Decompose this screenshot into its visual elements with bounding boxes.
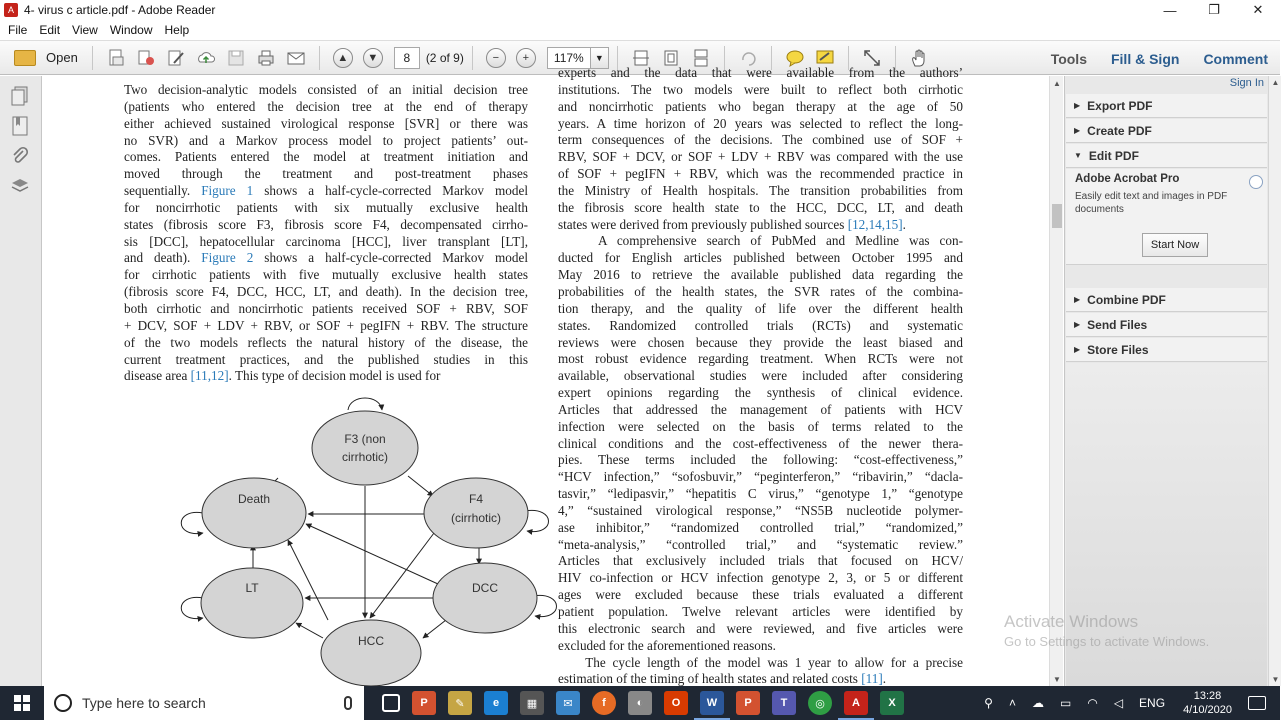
clock[interactable] <box>1183 689 1232 717</box>
text-line <box>558 402 963 419</box>
text-line <box>558 301 963 318</box>
next-page-icon[interactable]: ▼ <box>363 48 383 68</box>
text-segment: . This type of decision model is used for <box>228 368 441 384</box>
text-line <box>558 570 963 587</box>
text-segment: + DCV, SOF + LDV + RBV, or SOF + pegIFN + RBV. The structure <box>124 317 528 333</box>
people-icon[interactable]: ⚲ <box>984 696 993 710</box>
clock-date: 4/10/2020 <box>1183 704 1232 716</box>
text-segment: this electronic search and were reviewed, and five articles were <box>558 620 963 636</box>
text-line <box>124 183 528 200</box>
office-icon[interactable]: O <box>664 691 688 715</box>
export-pdf-section[interactable] <box>1066 94 1267 118</box>
text-segment: excluded for the aforementioned reasons. <box>558 637 776 653</box>
create-pdf-label: Create PDF <box>1087 123 1152 138</box>
text-line <box>558 267 963 284</box>
notifications-icon[interactable] <box>1248 696 1266 710</box>
text-segment: and noncirrhotic patients who began therapy at the age of 50 <box>558 98 963 114</box>
taskbar-search-box[interactable] <box>44 686 364 720</box>
text-line <box>558 368 963 385</box>
fill-sign-pane-button[interactable]: Fill & Sign <box>1110 50 1180 67</box>
menu-file[interactable]: File <box>8 23 28 37</box>
reference-link[interactable]: Figure 1 <box>201 183 254 199</box>
text-line <box>558 99 963 116</box>
document-scrollbar[interactable] <box>1049 76 1063 686</box>
acrobat-pro-icon <box>1249 175 1263 189</box>
pen-tool-icon[interactable]: ✎ <box>448 691 472 715</box>
text-segment: patient population. Twelve relevant articles were identified by <box>558 604 963 619</box>
text-line <box>558 638 963 655</box>
mail-icon[interactable]: ✉ <box>556 691 580 715</box>
text-line <box>558 587 963 604</box>
menu-help[interactable]: Help <box>164 23 190 37</box>
store-files-section[interactable] <box>1066 338 1267 362</box>
microphone-icon[interactable] <box>344 696 352 710</box>
text-segment: clinical conditions and the cost-effectiveness of the newer thera- <box>558 435 963 451</box>
node-dcc-label: DCC <box>472 581 498 595</box>
product-description: Easily edit text and images in PDF documents <box>1075 191 1228 215</box>
text-line <box>124 301 528 318</box>
text-segment: years. A time horizon of 20 years was selected to reflect the long- <box>558 115 963 131</box>
text-line <box>124 284 528 301</box>
zoom-out-icon[interactable]: − <box>486 48 506 68</box>
text-segment: states. Randomized controlled trials (RCTs) and systematic <box>558 317 963 333</box>
text-segment: A comprehensive search of PubMed and Medline was con- <box>558 233 963 249</box>
text-segment: and death). <box>124 250 202 266</box>
text-line <box>558 166 963 183</box>
text-segment: ages were excluded because these trials evaluated a different <box>558 587 963 603</box>
text-line <box>558 503 963 520</box>
reference-link[interactable]: [11] <box>861 671 883 687</box>
text-line <box>558 537 963 554</box>
text-line <box>558 553 963 570</box>
text-segment: disease area <box>124 368 191 384</box>
text-segment: expert opinions regarding the synthesis of clinical evidence. <box>558 385 963 401</box>
text-segment: sis [DCC], hepatocellular carcinoma [HCC], liver transplant [LT], <box>124 233 528 249</box>
text-segment: reviews were chosen because they provide the least biased and <box>558 334 963 350</box>
text-segment: sequentially. <box>124 183 202 199</box>
text-segment: RBV, SOF + DCV, or SOF + LDV + RBV was compared with the use <box>558 149 963 165</box>
node-hcc <box>321 620 421 686</box>
text-segment: Two decision-analytic models consisted of an initial decision tree <box>124 82 528 97</box>
combine-pdf-section[interactable] <box>1066 288 1267 312</box>
volume-icon[interactable]: ◁ <box>1113 696 1124 710</box>
reference-link[interactable]: [12,14,15] <box>847 216 903 232</box>
text-segment: shows a half-cycle-corrected Markov model <box>253 183 528 199</box>
text-segment: (fibrosis score F4, DCC, HCC, LT, and death). In the decision tree, <box>124 284 528 300</box>
toolbar-divider <box>92 46 93 70</box>
save-icon[interactable] <box>226 48 246 68</box>
text-line <box>558 149 963 166</box>
watermark-line-1: Activate Windows <box>1004 612 1139 631</box>
text-line <box>558 116 963 133</box>
text-segment: pies. These terms included the following: “cost-effectiveness,” <box>558 452 963 468</box>
combine-files-icon[interactable] <box>136 48 156 68</box>
text-segment: The cycle length of the model was 1 year to allow for a precise <box>558 654 963 670</box>
text-line <box>124 352 528 369</box>
node-f3-label: F3 (non <box>344 432 386 446</box>
text-line <box>124 133 528 150</box>
search-icon <box>54 694 72 712</box>
text-segment: comes. Patients entered the model at treatment initiation and <box>124 149 528 165</box>
node-death <box>202 478 306 548</box>
text-line <box>124 116 528 133</box>
menu-window[interactable]: Window <box>109 23 153 37</box>
text-segment: infection were selected on the basis of terms related to the <box>558 418 963 434</box>
title-bar <box>0 0 1280 20</box>
text-segment: May 2016 to retrieve the available published data regarding the <box>558 267 963 283</box>
text-segment: for noncirrhotic patients with six mutually exclusive health <box>124 199 528 215</box>
text-segment: Articles that exclusively included trials that focused on HCV/ <box>558 553 963 569</box>
text-line <box>124 267 528 284</box>
expand-triangle-icon: ▶ <box>1074 345 1081 354</box>
node-f4-label: (cirrhotic) <box>451 511 501 525</box>
text-line <box>558 233 963 250</box>
text-segment: tasvir,” “ledipasvir,” “hepatitis C virus,” “genotype 1,” “genotype <box>558 486 963 502</box>
text-segment: probabilities of the health states, the SVR rates of the combina- <box>558 283 963 299</box>
teams-icon[interactable]: T <box>772 691 796 715</box>
text-line <box>558 385 963 402</box>
menu-bar <box>0 20 1280 40</box>
text-line <box>558 335 963 352</box>
store-files-label: Store Files <box>1087 342 1149 357</box>
text-segment: . <box>882 671 887 687</box>
text-segment: ducted for English articles published between October 1995 and <box>558 250 963 266</box>
scrollbar-thumb[interactable] <box>1052 204 1062 228</box>
text-segment: both cirrhotic and noncirrhotic patients received SOF + RBV, SOF <box>124 300 528 316</box>
menu-edit[interactable]: Edit <box>39 23 61 37</box>
text-line <box>558 604 963 621</box>
text-segment: states (fibrosis score F3, fibrosis score F4, decompensated cirrho- <box>124 216 528 232</box>
text-line <box>558 520 963 537</box>
start-button[interactable] <box>0 686 44 720</box>
text-line <box>124 250 528 267</box>
text-segment: HIV co-infection or HCV infection genotype 2, 3, or 5 or different <box>558 570 963 586</box>
export-pdf-label: Export PDF <box>1087 98 1153 113</box>
navigation-pane <box>0 76 42 686</box>
restore-button[interactable]: ❐ <box>1208 2 1220 17</box>
reference-link[interactable]: [11,12] <box>190 368 229 384</box>
powerpoint-icon[interactable]: P <box>412 691 436 715</box>
folder-icon <box>14 50 36 66</box>
zoom-dropdown-icon[interactable]: ▼ <box>591 47 609 69</box>
text-segment: institutions. The two models were built to reflect both cirrhotic <box>558 81 963 97</box>
text-line <box>124 149 528 166</box>
toolbar-divider <box>472 46 473 70</box>
menu-view[interactable]: View <box>72 23 98 37</box>
battery-icon[interactable]: ▭ <box>1059 696 1072 710</box>
show-hidden-icons-icon[interactable]: ˄ <box>1008 696 1016 710</box>
create-pdf-icon[interactable] <box>106 48 126 68</box>
language-indicator[interactable]: ENG <box>1139 696 1166 710</box>
steam-icon[interactable]: ◐ <box>628 691 652 715</box>
tools-pane-button[interactable]: Tools <box>1050 50 1087 67</box>
text-line <box>558 621 963 638</box>
scroll-up-icon[interactable]: ▲ <box>1271 78 1280 87</box>
wifi-icon[interactable]: ◠ <box>1087 696 1098 710</box>
text-line <box>124 82 528 99</box>
task-view-icon[interactable] <box>382 694 400 712</box>
powerpoint-2-icon[interactable]: P <box>736 691 760 715</box>
page-thumbnails-icon[interactable] <box>10 86 30 106</box>
open-label: Open <box>46 50 78 65</box>
bookmarks-icon[interactable] <box>10 116 30 136</box>
attachments-icon[interactable] <box>10 146 30 166</box>
node-death-label: Death <box>237 492 271 506</box>
email-icon[interactable] <box>286 48 306 68</box>
firefox-icon[interactable]: f <box>592 691 616 715</box>
text-line <box>558 183 963 200</box>
product-name: Adobe Acrobat Pro <box>1075 173 1180 185</box>
text-line <box>558 250 963 267</box>
text-segment: 4,” “sustained virological response,” “NS5B nucleotide polymer- <box>558 502 963 518</box>
activate-windows-watermark <box>1004 612 1209 649</box>
text-segment: Articles that addressed the management of patients with HCV <box>558 401 963 417</box>
layers-icon[interactable] <box>10 176 30 196</box>
text-line <box>124 335 528 352</box>
text-segment: shows a half-cycle-corrected Markov model <box>253 250 528 266</box>
chrome-icon[interactable]: ◎ <box>808 691 832 715</box>
text-line <box>124 166 528 183</box>
text-segment: most robust evidence regarding treatment. When RCTs were not <box>558 351 963 367</box>
window-title: 4- virus c article.pdf - Adobe Reader <box>24 3 216 17</box>
text-line <box>124 217 528 234</box>
expand-triangle-icon: ▶ <box>1074 101 1081 110</box>
scroll-down-icon[interactable]: ▼ <box>1053 674 1061 684</box>
page-number-input[interactable]: 8 <box>394 47 420 69</box>
expand-triangle-icon: ▶ <box>1074 320 1081 329</box>
text-line <box>558 65 963 82</box>
text-segment: moved through the treatment and post-treatment phases <box>124 166 528 182</box>
start-now-button[interactable]: Start Now <box>1142 233 1208 257</box>
send-files-section[interactable] <box>1066 313 1267 337</box>
text-line <box>558 486 963 503</box>
text-line <box>558 351 963 368</box>
toolbar-divider <box>319 46 320 70</box>
edit-pdf-icon[interactable] <box>166 48 186 68</box>
system-tray <box>976 686 1280 720</box>
expand-triangle-icon: ▶ <box>1074 126 1081 135</box>
text-segment: term consequences of the decisions. The combined use of SOF + <box>558 132 963 148</box>
text-segment: the fibrosis score health state to the HCC, DCC, LT, and death <box>558 199 963 215</box>
text-segment: ase inhibitor,” “randomized controlled trial,” “randomized,” <box>558 519 963 535</box>
markov-model-diagram <box>128 398 528 688</box>
tools-panel-scrollbar[interactable] <box>1268 76 1281 686</box>
text-line <box>558 217 963 234</box>
word-icon[interactable]: W <box>700 691 724 715</box>
excel-icon[interactable]: X <box>880 691 904 715</box>
text-segment: . <box>902 216 906 232</box>
text-line <box>124 99 528 116</box>
cloud-icon[interactable]: ☁ <box>1031 696 1044 710</box>
previous-page-icon[interactable]: ▲ <box>333 48 353 68</box>
node-lt <box>201 568 303 638</box>
edit-pdf-body <box>1066 169 1267 265</box>
left-text-column <box>124 82 528 385</box>
zoom-in-icon[interactable]: + <box>516 48 536 68</box>
text-segment: states were derived from previously published sources <box>558 216 848 232</box>
collapse-triangle-icon: ▼ <box>1074 151 1082 160</box>
text-line <box>558 82 963 99</box>
create-pdf-section[interactable] <box>1066 119 1267 143</box>
adobe-reader-icon: A <box>4 3 18 17</box>
text-segment: “HCV infection,” “sofosbuvir,” “peginterferon,” “ribavirin,” “dacla- <box>558 469 963 485</box>
text-segment: for cirrhotic patients with five mutually exclusive health states <box>124 267 528 283</box>
edit-pdf-label: Edit PDF <box>1088 148 1139 163</box>
open-button[interactable] <box>8 45 84 71</box>
tools-panel <box>1064 76 1280 686</box>
reference-link[interactable]: Figure 2 <box>201 250 254 266</box>
text-line <box>558 469 963 486</box>
scroll-up-icon[interactable]: ▲ <box>1053 78 1061 88</box>
text-line <box>558 318 963 335</box>
calculator-icon[interactable]: ▦ <box>520 691 544 715</box>
node-lt-label: LT <box>245 581 259 595</box>
text-line <box>558 452 963 469</box>
close-button[interactable]: ✕ <box>1252 2 1264 17</box>
expand-triangle-icon: ▶ <box>1074 295 1081 304</box>
windows-logo-icon <box>14 695 30 711</box>
node-dcc <box>433 563 537 633</box>
adobe-reader-taskbar-icon[interactable]: A <box>844 691 868 715</box>
clock-time: 13:28 <box>1193 690 1222 702</box>
comment-pane-button[interactable]: Comment <box>1203 50 1268 67</box>
print-icon[interactable] <box>256 48 276 68</box>
text-segment: “meta-analysis,” “controlled trial,” and “systematic review.” <box>558 536 963 552</box>
node-hcc-label: HCC <box>358 634 384 648</box>
send-files-label: Send Files <box>1087 317 1148 332</box>
text-segment: the Ministry of Health hospitals. The transition probabilities from <box>558 182 963 198</box>
page-count: (2 of 9) <box>425 50 464 65</box>
minimize-button[interactable]: — <box>1163 2 1177 18</box>
combine-pdf-label: Combine PDF <box>1087 292 1166 307</box>
edit-pdf-section[interactable] <box>1066 144 1267 168</box>
node-f3-label: cirrhotic) <box>341 450 389 464</box>
text-segment: current treatment practices, and the published studies in this <box>124 351 528 367</box>
text-segment: either achieved sustained virological response [SVR] or there was <box>124 115 528 131</box>
node-f4-label: F4 <box>468 492 484 506</box>
text-segment: experts and the data that were available from the authors’ <box>558 65 963 80</box>
taskbar <box>0 686 1280 720</box>
right-text-column <box>558 65 963 688</box>
text-line <box>124 200 528 217</box>
zoom-level-input[interactable]: 117% <box>547 47 591 69</box>
text-line <box>124 234 528 251</box>
text-segment: of the two models reflects the natural history of the disease, the <box>124 334 528 350</box>
text-segment: available, observational studies were included after considering <box>558 368 963 384</box>
search-placeholder: Type here to search <box>82 695 206 711</box>
text-line <box>124 318 528 335</box>
text-line <box>558 200 963 217</box>
edge-icon[interactable]: e <box>484 691 508 715</box>
text-line <box>558 284 963 301</box>
watermark-line-2: Go to Settings to activate Windows. <box>1004 634 1210 649</box>
document-page[interactable] <box>43 65 1049 687</box>
text-segment: of SOF + pegIFN + RBV, which was the recommended practice in <box>558 166 963 182</box>
node-f3 <box>312 411 418 485</box>
text-segment: (patients who entered the decision tree at the end of therapy <box>124 98 528 114</box>
scroll-down-icon[interactable]: ▼ <box>1271 675 1280 684</box>
text-line <box>558 436 963 453</box>
text-line <box>558 655 963 672</box>
sign-in-link[interactable]: Sign In <box>1229 77 1264 89</box>
text-line <box>558 419 963 436</box>
text-line <box>124 368 528 385</box>
text-segment: tion therapy, and the quality of life over the different health <box>558 300 963 316</box>
text-segment: estimation of the timing of health states and related costs <box>558 671 862 687</box>
upload-cloud-icon[interactable] <box>196 48 216 68</box>
text-line <box>558 132 963 149</box>
text-segment: no SVR) and a Markov process model to project patients’ out- <box>124 132 528 148</box>
